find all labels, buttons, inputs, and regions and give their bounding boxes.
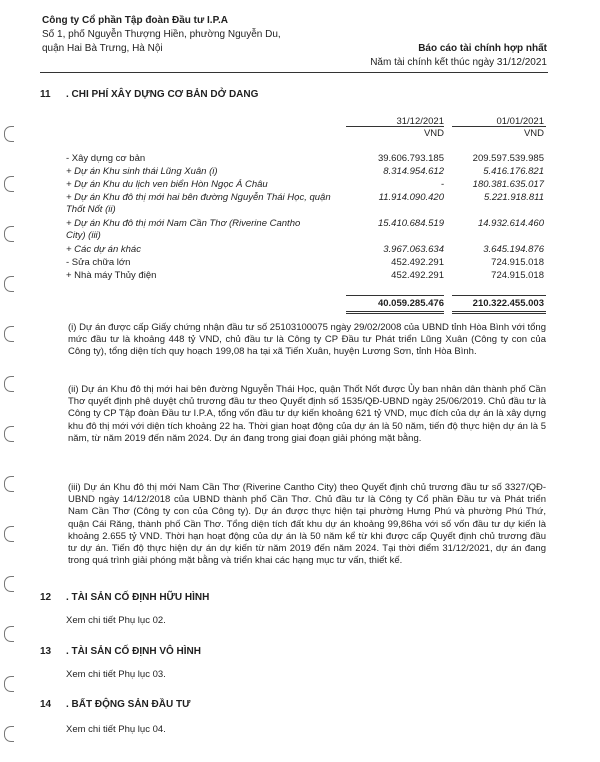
section-number: 14 [40,699,52,710]
binder-ring [4,376,14,392]
binder-ring [4,176,14,192]
note-i: (i) Dự án được cấp Giấy chứng nhận đầu tư số 25103100075 ngày 29/02/2008 của UBND tỉnh Hòa Bình với tổng mức đầu tư là khoảng 448 tỷ VND, chủ đầu tư là Công ty CP Đầu tư Phát triển Lũng Xuân (Công ty con của Công ty), tổng diện tích quy hoạch 199,08 ha tại xã Tiến Xuân, huyện Lương Sơn, tỉnh Hòa Bình. [68,322,546,358]
binder-ring [4,726,14,742]
row-label: + Dự án Khu đô thị mới Nam Cần Thơ (Riverine Cantho City) (iii) [66,218,301,241]
col1-total-rule [346,295,444,296]
row-value-2021: 15.410.684.519 [377,218,444,229]
company-header [42,14,281,56]
section-title: . TÀI SẢN CỐ ĐỊNH HỮU HÌNH [66,592,210,603]
report-header [370,42,547,70]
row-label: - Xây dựng cơ bản [66,153,146,164]
binder-ring [4,426,14,442]
row-label: + Dự án Khu du lịch ven biển Hòn Ngọc Á Châu [66,179,268,190]
total-2020: 210.322.455.003 [472,298,544,309]
row-value-2020: 724.915.018 [491,257,544,268]
section-12-note: Xem chi tiết Phụ lục 02. [66,615,166,626]
address-line-2: quận Hai Bà Trưng, Hà Nội [42,43,163,54]
section-title: . TÀI SẢN CỐ ĐỊNH VÔ HÌNH [66,646,202,657]
row-value-2021: 452.492.291 [391,257,444,268]
col2-date: 01/01/2021 [496,116,544,127]
binder-ring [4,526,14,542]
row-value-2021: 11.914.090.420 [378,192,444,203]
report-title: Báo cáo tài chính hợp nhất [418,43,547,54]
row-label: + Dự án Khu sinh thái Lũng Xuân (i) [66,166,218,177]
section-14-note: Xem chi tiết Phụ lục 04. [66,724,166,735]
row-value-2021: - [440,179,444,190]
col1-date: 31/12/2021 [396,116,444,127]
row-value-2020: 5.221.918.811 [483,192,544,203]
section-12-heading [40,592,209,603]
row-label: - Sửa chữa lớn [66,257,131,268]
section-14-heading [40,699,190,710]
row-value-2020: 724.915.018 [491,270,544,281]
binder-ring [4,476,14,492]
header-divider [40,72,548,73]
row-label: + Nhà máy Thủy điện [66,270,157,281]
section-number: 11 [40,89,51,100]
note-ii: (ii) Dự án Khu đô thị mới hai bên đường Nguyễn Thái Học, quận Thốt Nốt được Ủy ban nhân dân thành phố Cần Thơ quyết định phê duyệt chủ trương đầu tư theo Quyết định số 1535/QĐ-UBND ngày 25/06/2019. Chủ đầu tư là Công ty CP Tập đoàn Đầu tư I.P.A, tổng vốn đầu tư dự kiến khoảng 621 tỷ VND, mục đích của dự án là xây dựng khu đô thị mới với diện tích khoảng 22 ha. Thời gian hoạt động của dự án là 50 năm, tiến độ thực hiện dự án là 5 năm, từ năm 2019 đến năm 2024. Dự án đang trong giai đoạn giải phóng mặt bằng. [68,384,546,444]
address-line-1: Số 1, phố Nguyễn Thượng Hiền, phường Nguyễn Du, [42,29,281,40]
binder-ring [4,576,14,592]
row-value-2021: 8.314.954.612 [383,166,444,177]
binder-ring [4,676,14,692]
binder-ring [4,126,14,142]
row-value-2020: 3.645.194.876 [483,244,544,255]
section-title: . CHI PHÍ XÂY DỰNG CƠ BẢN DỞ DANG [66,89,259,100]
col2-total-double-rule [452,311,546,314]
section-13-heading [40,646,201,657]
note-iii: (iii) Dự án Khu đô thị mới Nam Cần Thơ (Riverine Cantho City) theo Quyết định chủ trương đầu tư số 3327/QĐ-UBND ngày 14/12/2018 của UBND thành phố Cần Thơ. Chủ đầu tư là Công ty Cổ phần Đầu tư và Phát triển Nam Cần Thơ (Công ty con của Công ty). Dự án được thực hiện tại phường Hưng Phú và phường Phú Thứ, quận Cái Răng, thành phố Cần Thơ. Tổng diện tích đất khu dự án khoảng 99,86ha với số vốn đầu tư dự kiến là khoảng 2.655 tỷ VND. Thời hạn hoạt động của dự án là 50 năm kể từ khi được cấp Quyết định chủ trương đầu tư dự án. Tiến độ thực hiện dự án dự kiến từ năm 2019 đến năm 2024. Tại thời điểm 31/12/2021, dự án đang trong quá trình giải phóng mặt bằng và triển khai các hạng mục tư vấn, thiết kế. [68,482,546,567]
binder-ring [4,626,14,642]
company-name: Công ty Cổ phần Tập đoàn Đầu tư I.P.A [42,15,228,26]
binder-ring [4,276,14,292]
report-period: Năm tài chính kết thúc ngày 31/12/2021 [370,57,547,68]
col1-unit: VND [423,128,444,139]
section-13-note: Xem chi tiết Phụ lục 03. [66,669,166,680]
row-value-2020: 14.932.614.460 [477,218,544,229]
row-value-2020: 180.381.635.017 [472,179,544,190]
binder-ring [4,326,14,342]
binder-ring [4,226,14,242]
row-label: + Các dự án khác [66,244,141,255]
row-value-2020: 209.597.539.985 [472,153,544,164]
section-number: 12 [40,592,52,603]
row-value-2020: 5.416.176.821 [483,166,544,177]
col2-total-rule [452,295,546,296]
total-2021: 40.059.285.476 [377,298,444,309]
section-title: . BẤT ĐỘNG SẢN ĐẦU TƯ [66,699,191,710]
row-value-2021: 452.492.291 [391,270,444,281]
section-11-heading [40,89,258,100]
row-label: + Dự án Khu đô thị mới hai bên đường Nguyễn Thái Học, quận Thốt Nốt (ii) [66,192,331,215]
col2-unit: VND [523,128,544,139]
row-value-2021: 3.967.063.634 [383,244,444,255]
section-number: 13 [40,646,52,657]
row-value-2021: 39.606.793.185 [377,153,444,164]
col1-total-double-rule [346,311,444,314]
